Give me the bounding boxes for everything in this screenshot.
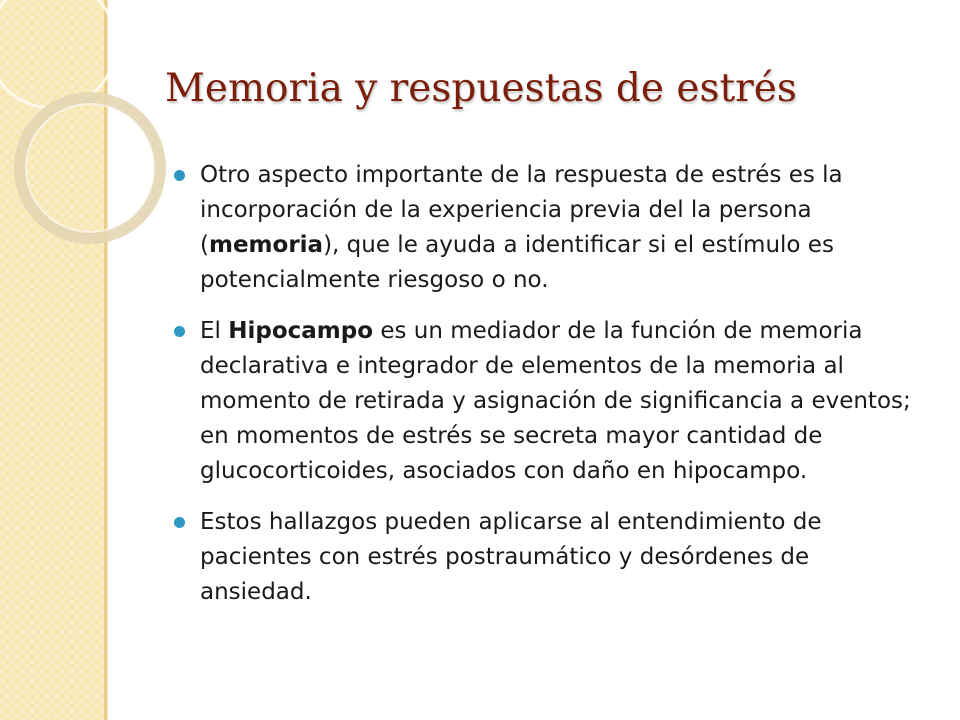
bullet-dot-icon (174, 170, 185, 181)
bullet-text: El (200, 318, 229, 344)
slide-title: Memoria y respuestas de estrés (165, 66, 797, 111)
decorative-circles (0, 0, 200, 300)
bullet-item-memoria (172, 158, 912, 298)
bullet-item-hallazgos (172, 505, 912, 610)
bullet-text: Estos hallazgos pueden aplicarse al entendimiento de pacientes con estrés postraumático y desórdenes de ansiedad. (200, 509, 822, 605)
bullet-dot-icon (174, 517, 185, 528)
bullet-bold-term: memoria (208, 232, 324, 258)
bullet-text: es un mediador de la función de memoria declarativa e integrador de elementos de la memoria al momento de retirada y asignación de significancia a eventos; en momentos de estrés se secreta mayor cantidad de glucocorticoides, asociados con daño en hipocampo. (200, 318, 911, 484)
bullet-list (172, 158, 912, 626)
bullet-bold-term: Hipocampo (228, 318, 374, 344)
bullet-text: ), que le ayuda a identificar si el estímulo es potencialmente riesgoso o no. (200, 232, 834, 293)
bullet-item-hipocampo (172, 314, 912, 489)
bullet-dot-icon (174, 326, 185, 337)
bullet-text: Otro aspecto importante de la respuesta de estrés es la incorporación de la experiencia previa del la persona ( (200, 162, 843, 258)
